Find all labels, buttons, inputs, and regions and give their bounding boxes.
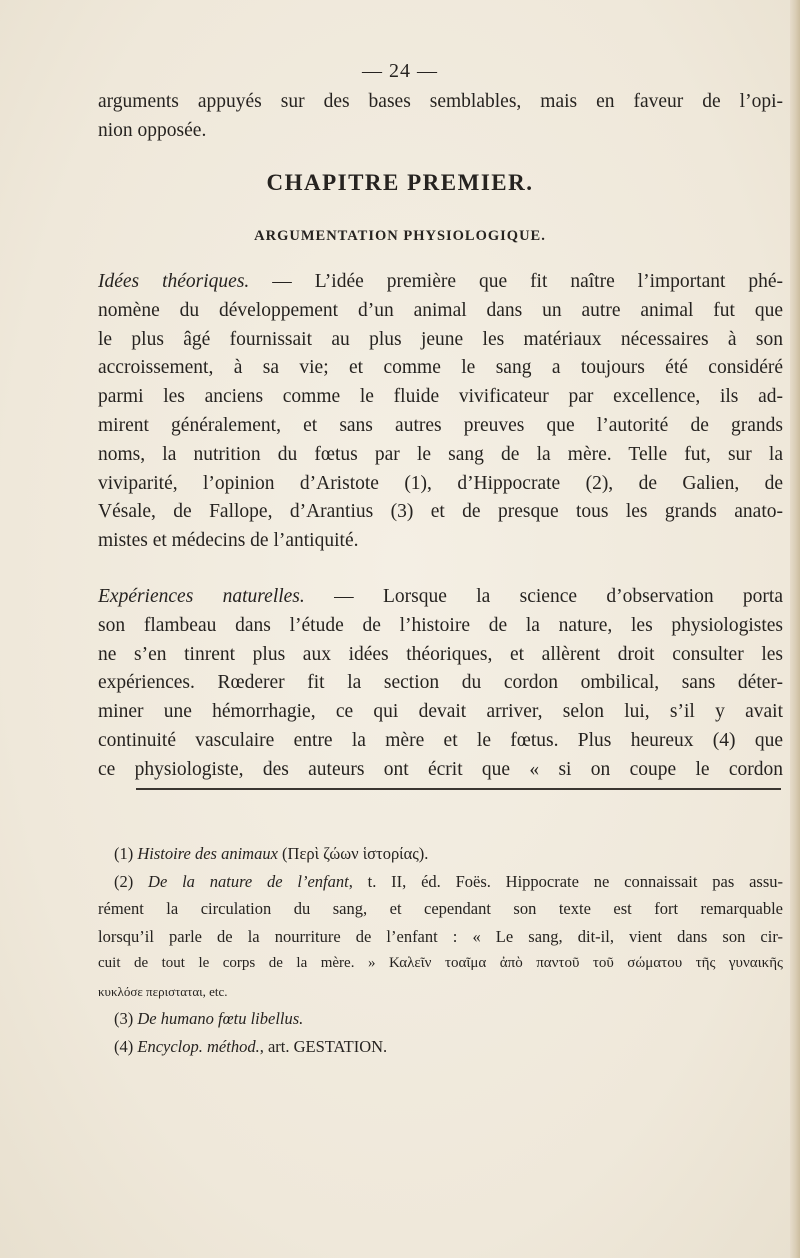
footnote-line: κυκλόσε περισταται, etc. [98, 983, 228, 999]
text-line: son flambeau dans l’étude de l’histoire de la nature, les physiologistes [98, 614, 783, 636]
footnote-divider [136, 788, 781, 790]
text-line: parmi les anciens comme le fluide vivificateur par excellence, ils ad- [98, 386, 783, 408]
footnote-line: lorsqu’il parle de la nourriture de l’enfant : « Le sang, dit-il, vient dans son cir- [98, 926, 783, 946]
text-line: Idées théoriques. — L’idée première que fit naître l’important phé- [98, 271, 783, 292]
footnote-4: (4) Encyclop. méthod., art. GESTATION. [114, 1036, 388, 1056]
text-line: nion opposée. [98, 119, 207, 141]
paragraph-heading: Idées théoriques. [98, 271, 250, 292]
text-line: ne s’en tinrent plus aux idées théoriques, et allèrent droit consulter les [98, 643, 783, 665]
text-line: viviparité, l’opinion d’Aristote (1), d’Hippocrate (2), de Galien, de [98, 472, 783, 494]
footnote-line: rément la circulation du sang, et cependant son texte est fort remarquable [98, 899, 783, 918]
text-line: noms, la nutrition du fœtus par le sang de la mère. Telle fut, sur la [98, 443, 783, 465]
paragraph-heading: Expériences naturelles. [98, 586, 305, 607]
section-title: ARGUMENTATION PHYSIOLOGIQUE. [254, 228, 546, 244]
footnote-1: (1) Histoire des animaux (Περὶ ζώων ἱστορίας). [114, 844, 429, 863]
paragraph-experiences-naturelles [98, 583, 783, 785]
footnote-line: cuit de tout le corps de la mère. » Καλεῖν τοαῖμα ἀπὸ παντοῦ τοῦ σώματου τῆς γυναικῆς [98, 955, 783, 971]
text-line: Vésale, de Fallope, d’Arantius (3) et de presque tous les grands anato- [98, 501, 783, 523]
text-line: accroissement, à sa vie; et comme le sang a toujours été considéré [98, 357, 783, 379]
footnote-3: (3) De humano fœtu libellus. [114, 1009, 304, 1028]
text-line: ce physiologiste, des auteurs ont écrit que « si on coupe le cordon [98, 758, 783, 780]
text-line: le plus âgé fournissait au plus jeune les matériaux nécessaires à son [98, 328, 783, 350]
text-line: mistes et médecins de l’antiquité. [98, 530, 359, 552]
footnotes [98, 840, 783, 1060]
footnote-2: (2) De la nature de l’enfant, t. II, éd. Foës. Hippocrate ne connaissait pas assu- [114, 871, 783, 891]
text-line: nomène du développement d’un animal dans un autre animal fut que [98, 299, 783, 321]
text-line: continuité vasculaire entre la mère et le fœtus. Plus heureux (4) que [98, 729, 783, 751]
text-line: arguments appuyés sur des bases semblables, mais en faveur de l’opi- [98, 91, 783, 112]
text-line: mirent généralement, et sans autres preuves que l’autorité de grands [98, 414, 783, 436]
chapter-title: CHAPITRE PREMIER. [266, 170, 534, 195]
text-line: expériences. Rœderer fit la section du cordon ombilical, sans déter- [98, 672, 783, 694]
paragraph-idees-theoriques [98, 268, 783, 556]
text-line: miner une hémorrhagie, ce qui devait arriver, selon lui, s’il y avait [98, 701, 783, 723]
page-number: — 24 — [362, 60, 438, 82]
text-line: Expériences naturelles. — Lorsque la science d’observation porta [98, 586, 783, 607]
intro-paragraph [98, 88, 783, 146]
